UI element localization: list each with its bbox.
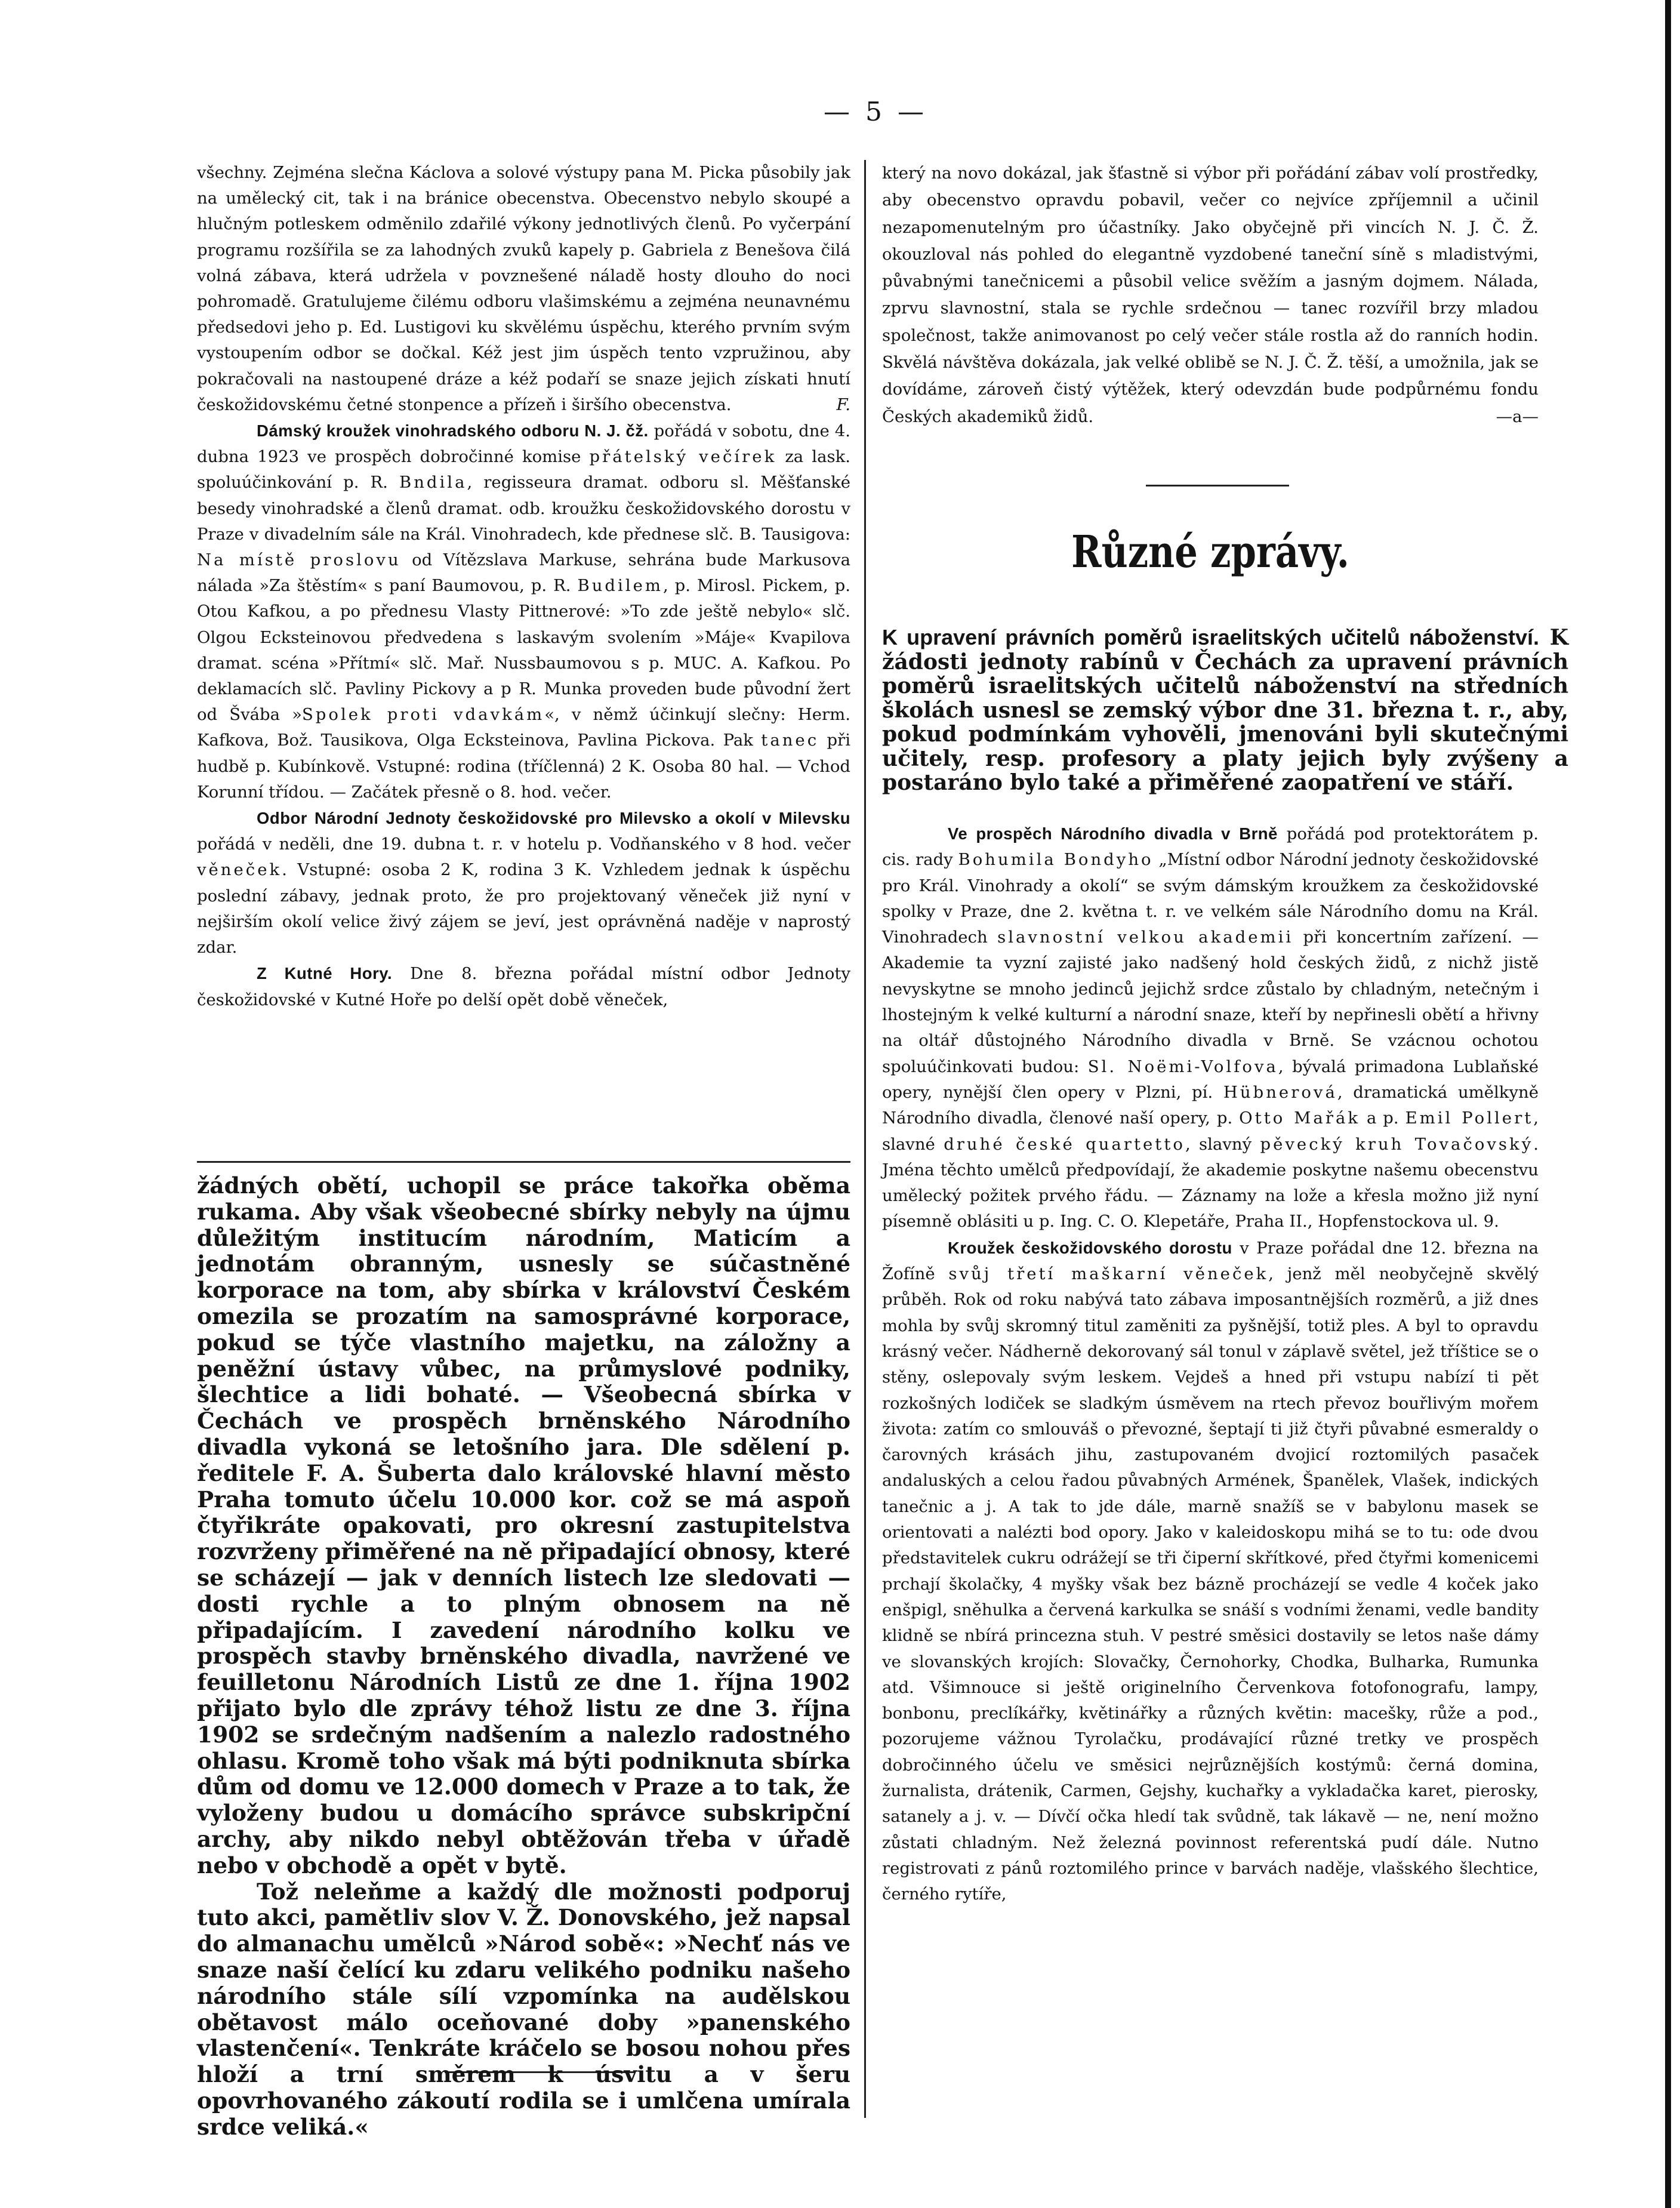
right-column-notice xyxy=(882,626,1568,823)
article-paragraph: Kroužek českožidovského dorostu v Praze pořádal dne 12. března na Žofíně svůj třetí maškarní věneček, jenž měl neobyčejně skvělý průběh. Rok od roku nabývá tato zábava imposantnějších rozměrů, a již dnes mohla by svůj skromný titul zaměniti za pyšnější, totiž ples. A byl to opravdu krásný večer. Nádherně dekorovaný sál tonul v záplavě světel, jež tříštice se o stěny, oslepovaly svým leskem. Vejdeš a hned při vstupu nabízí ti pět rozkošných lodiček se sladkým úsměvem na rtech převoz bouřlivým mořem života: zatím co smlouváš o převozné, šeptají ti již čtyři půvabné esmeraldy o čarovných krásách jihu, zastupovaném dvojicí roztomilých pasaček andaluských a celou řadou půvabných Armének, Španělek, Vlašek, indických tanečnic a j. A tak to jde dále, marně snažíš se v babylonu masek se orientovati a nalézti bod opory. Jako v kaleidoskopu mihá se to tu: ode dvou představitelek cukru odrážejí se tři čiperní skřítkové, před čtyřmi komenicemi prchají školačky, 4 myšky však bez bázně procházejí se vedle 4 koček jako enšpigl, sněhulka a červená karkulka se snáší s vodními ženami, vedle bandity klidně se nbírá princezna stuh. V pestré směsici dostavily se letos naše dámy ve slovanských krojích: Slovačky, Černohorky, Chodka, Bulharka, Rumunka atd. Všimnouce si ještě originelního Červenkova fotofonografu, lampy, bonbonu, preclíkářky, květinářky a různých květin: macešky, růže a pod., pozorujeme vážnou Tyrolačku, prodávající různé tretky ve prospěch dobročinného účelu ve směsici nejrůznějších kostýmů: černá domina, žurnalista, drátenik, Carmen, Gejshy, kuchařky a vykladačka karet, pierosky, satanely a j. v. — Dívčí očka hledí tak svůdně, tak lákavě — ne, není možno zůstati chladným. Než železná povinnost referentská pudí dále. Nutno registrovati z pánů roztomilého prince v barvách naděje, vlašského šlechtice, černého rytíře, xyxy=(882,1238,1539,1904)
article-heading: Dámský kroužek vinohradského odboru N. J. čž. xyxy=(257,421,649,441)
article-heading: Z Kutné Hory. xyxy=(257,964,393,983)
article-paragraph: Tož neleňme a každý dle možnosti podporuj tuto akci, pamětliv slov V. Ž. Donovského, jež napsal do almanachu umělců »Národ sobě«: »Nechť nás ve snaze naší čelící ku zdaru velikého podniku našeho národního stále sílí vzpomínka na audělskou obětavost málo oceňované doby »panenského vlastenčení«. Tenkráte kráčelo se bosou nohou přes hloží a trní směrem k úsvitu a v šeru opovrhovaného zákoutí rodila se i umlčena umírala srdce veliká.« xyxy=(197,1878,851,2140)
article-paragraph: žádných obětí, uchopil se práce takořka oběma rukama. Aby však všeobecné sbírky nebyly na újmu důležitým institucím národním, Maticím a jednotám obranným, usnesly se súčastněné korporace na tom, aby sbírka v království Českém omezila se prozatím na samosprávné korporace, pokud se týče vlastního majetku, na záložny a peněžní ústavy vůbec, na průmyslové podniky, šlechtice a lidi bohaté. — Všeobecná sbírka v Čechách ve prospěch brněnského Národního divadla vykoná se letošního jara. Dle sdělení p. ředitele F. A. Šuberta dalo královské hlavní město Praha tomuto účelu 10.000 kor. což se má aspoň čtyřikráte opakovati, pro okresní zastupitelstva rozvrženy přiměřené na ně připadající obnosy, které se scházejí — jak v denních listech lze sledovati — dosti rychle a to plným obnosem na ně připadajícím. I zavedení národního kolku ve prospěch stavby brněnského divadla, navržené ve feuilletonu Národních Listů ze dne 1. října 1902 přijato bylo dle zprávy téhož listu ze dne 3. října 1902 se srdečným nadšením a nalezlo radostného ohlasu. Kromě toho však má býti podniknuta sbírka dům od domu ve 12.000 domech v Praze a to tak, že vyloženy budou u domácího správce subskripční archy, aby nikdo nebyl obtěžován třeba v úřadě nebo v obchodě a opět v bytě. xyxy=(197,1172,850,1879)
section-title: Různé zprávy. xyxy=(1071,526,1349,578)
article-paragraph: Odbor Národní Jednoty českožidovské pro Milevsko a okolí v Milevsku pořádá v neděli, dne 19. dubna t. r. v hotelu p. Vodňanského v 8 hod. večer věneček. Vstupné: osoba 2 K, rodina 3 K. Vzhledem jednak k úspěchu poslední zábavy, jednak proto, že pro projektovaný věneček již nyní v nejširším okolí velice živý zájem se jeví, jest oprávněná naděje v naprostý zdar. xyxy=(197,809,850,957)
article-paragraph: K upravení právních poměrů israelitských učitelů náboženství. K žádosti jednoty rabínů v Čechách za upravení právních poměrů israelitských učitelů náboženství na středních školách usnesl se zemský výbor dne 31. března t. r., aby, pokud podmínkám vyhověli, jmenováni byli skutečnými učitely, resp. profesory a platy jejich byly zvýšeny a postaráno bylo také a přiměřené zaopatření ve stáří. xyxy=(882,625,1568,795)
section-rule xyxy=(197,1161,850,1163)
left-column-top xyxy=(197,160,850,1148)
article-paragraph: Z Kutné Hory. Dne 8. března pořádal místní odbor Jednoty českožidovské v Kutné Hoře po delší opět době věneček, xyxy=(197,964,850,1009)
right-column-bottom xyxy=(882,821,1539,2110)
signature: F. xyxy=(836,395,850,414)
article-heading: K upravení právních poměrů israelitských učitelů náboženství. xyxy=(882,625,1540,649)
scan-edge xyxy=(1665,0,1671,2208)
article-heading: Ve prospěch Národního divadla v Brně xyxy=(948,824,1278,843)
article-paragraph: Ve prospěch Národního divadla v Brně pořádá pod protektorátem p. cis. rady Bohumila Bondyho „Místní odbor Národní jednoty českožidovské pro Král. Vinohrady a okolí“ se svým dámským kroužkem za českožidovské spolky v Praze, dne 2. května t. r. ve velkém sále Národního domu na Král. Vinohradech slavnostní velkou akademii při koncertním zařízení. — Akademie ta vyzní zajisté jako nadšený hold českých židů, z nichž jistě nevyskytne se mnoho jedinců jejichž srdce zůstalo by chladným, netečným i lhostejným k velké kulturní a národní snaze, kteří by nepřinesli obětí a hřivny na oltář důstojného Národního divadla v Brně. Se vzácnou ochotou spoluúčinkovati budou: Sl. Noëmi-Volfova, bývalá primadona Lublaňské opery, nynější člen opery v Plzni, pí. Hübnerová, dramatická umělkyně Národního divadla, členové naší opery, p. Otto Mařák a p. Emil Pollert, slavné druhé české quartetto, slavný pěvecký kruh Tovačovský. Jména těchto umělců předpovídají, že akademie poskytne našemu obecenstvu umělecký požitek prvého řádu. — Záznamy na lože a křesla možno již nyní písemně oblásiti u p. Ing. C. O. Klepetáře, Praha II., Hopfenstockova ul. 9. xyxy=(882,824,1539,1231)
article-paragraph: který na novo dokázal, jak šťastně si výbor při pořádání zábav volí prostředky, aby obecenstvo opravdu pobavil, večer co nejvíce zpříjemnil a učinil nezapomenutelným pro účastníky. Jako obyčejně při vincích N. J. Č. Ž. okouzloval nás pohled do elegantně vyzdobené taneční síně s mladistvými, půvabnými tanečnicemi a působil velice svěžím a jasným dojmem. Nálada, zprvu slavnostní, stala se rychle srdečnou — tanec rozvířil brzy mladou společnost, takže animovanost po celý večer stále rostla až do ranních hodin. Skvělá návštěva dokázala, jak velké oblibě se N. J. Č. Ž. těší, a umožnila, jak se dovídáme, zároveň čistý výtěžek, který odevzdán bude podpůrnému fondu Českých akademiků židů. —a— xyxy=(882,160,1539,430)
right-column-top xyxy=(882,160,1539,458)
left-column-bottom xyxy=(197,1172,851,2140)
column-divider xyxy=(864,160,866,2118)
page-number: — 5 — xyxy=(824,97,927,127)
signature: —a— xyxy=(1496,407,1539,426)
short-rule xyxy=(1146,485,1289,486)
article-heading: Kroužek českožidovského dorostu xyxy=(948,1238,1232,1257)
article-paragraph: všechny. Zejména slečna Káclova a solové výstupy pana M. Picka působily jak na umělecký cit, tak i na bránice obecenstva. Obecenstvo nebylo skoupé a hlučným potleskem odměnilo zdařilé výkony jednotlivých členů. Po vyčerpání programu rozšířila se za lahodných zvuků kapely p. Gabriela z Benešova čilá volná zábava, která udržela v povznešené náladě hosty dlouho do noci pohromadě. Gratulujeme čilému odboru vlašimskému a zejména neunavnému předsedovi jeho p. Ed. Lustigovi ku skvělému úspěchu, kterého prvním svým vystoupením odbor se dočkal. Kéž jest jim úspěch tento vzpružinou, aby pokračovali na nastoupené dráze a kéž podaří se snaze jejich získati hnutí českožidovskému četné stonpence a přízeň i širšího obecenstva. F. xyxy=(197,160,850,418)
article-heading: Odbor Národní Jednoty českožidovské pro Milevsko a okolí v Milevsku xyxy=(257,809,850,828)
article-paragraph: Dámský kroužek vinohradského odboru N. J. čž. pořádá v sobotu, dne 4. dubna 1923 ve prospěch dobročinné komise přátelský večírek za lask. spoluúčinkování p. R. Bndila, regisseura dramat. odboru sl. Měšťanské besedy vinohradské a členů dramat. odb. kroužku českožidovského dorostu v Praze v divadelním sále na Král. Vinohradech, kde přednese slč. B. Tausigova: Na místě proslovu od Vítězslava Markuse, sehrána bude Markusova nálada »Za štěstím« s paní Baumovou, p. R. Budilem, p. Mirosl. Pickem, p. Otou Kafkou, a po přednesu Vlasty Pittnerové: »To zde ještě nebylo« slč. Olgou Ecksteinovou předvedena s laskavým svolením »Máje« Kvapilova dramat. scéna »Přítmí« slč. Mař. Nussbaumovou s p. MUC. A. Kafkou. Po deklamacích slč. Pavliny Pickovy a p R. Munka proveden bude původní žert od Švába »Spolek proti vdavkám«, v němž účinkují slečny: Herm. Kafkova, Bož. Tausikova, Olga Ecksteinova, Pavlina Pickova. Pak tanec při hudbě p. Kubínkově. Vstupné: rodina (tříčlenná) 2 K. Osoba 80 hal. — Vchod Korunní třídou. — Začátek přesně o 8. hod. večer. xyxy=(197,421,851,802)
